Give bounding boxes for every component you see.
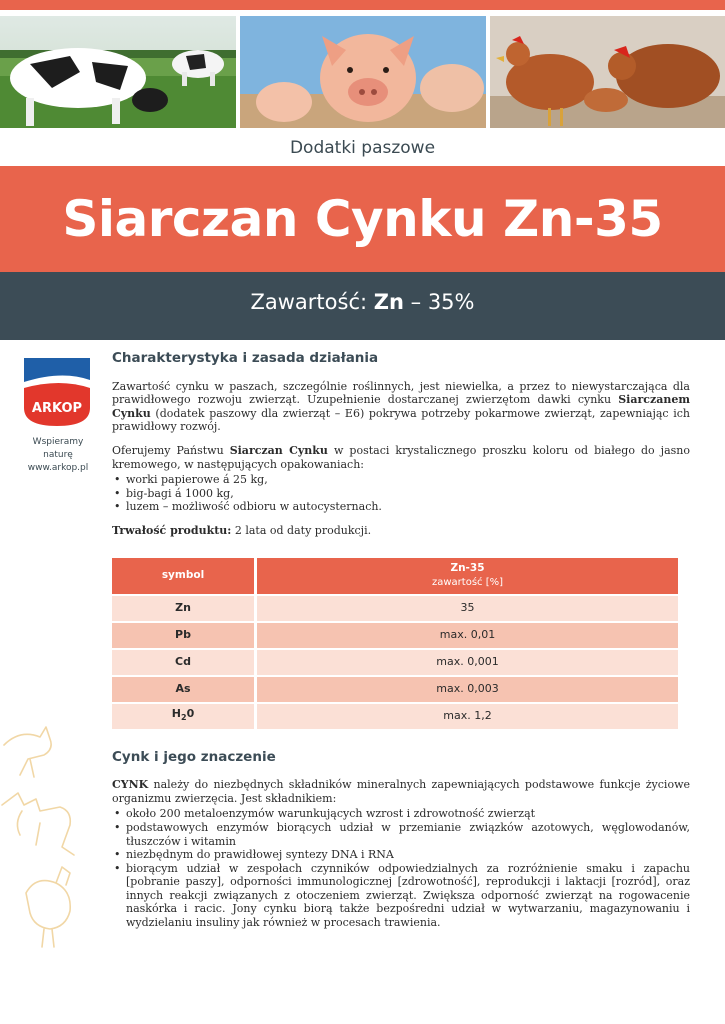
logo-url[interactable]: www.arkop.pl	[27, 463, 89, 473]
list-item: • niezbędnym do prawidłowej syntezy DNA i RNA	[112, 848, 690, 862]
list-item: • podstawowych enzymów biorących udział w przemianie związków azotowych, węglowodanów, tłuszczów i witamin	[112, 821, 690, 848]
content-value: – 35%	[410, 290, 475, 314]
content-label: Zawartość:	[250, 290, 368, 314]
section1-heading: Charakterystyka i zasada działania	[112, 350, 379, 366]
header-photos	[0, 16, 725, 128]
section2-intro: CYNK należy do niezbędnych składników mineralnych zapewniających podstawowe funkcje życiowe organizmu zwierzęcia. Jest składnikiem:	[112, 778, 690, 805]
table-header-row	[112, 558, 678, 594]
packaging-list	[112, 473, 690, 514]
content-band	[0, 272, 725, 340]
arkop-logo	[22, 356, 92, 428]
logo-brand: ARKOP	[31, 401, 83, 416]
table-row: As max. 0,003	[112, 677, 678, 702]
cows-photo	[0, 16, 236, 128]
table-header-value: Zn-35 zawartość [%]	[254, 558, 678, 594]
section1-paragraph1: Zawartość cynku w paszach, szczególnie roślinnych, jest niewielka, a przez to niewystarczająca dla prawidłowego rozwoju zwierząt. Uzupełnienie dostarczanej zwierzętom dawki cynku Siarczanem Cynku (dodatek paszowy dla zwierząt – E6) pokrywa potrzeby pokarmowe zwierząt, zapewniając ich prawidłowy rozwój.	[112, 379, 690, 434]
section1-paragraph2: Oferujemy Państwu Siarczan Cynku w postaci krystalicznego proszku koloru od białego do jasno kremowego, w następujących opakowaniach:	[112, 443, 690, 471]
farm-animals-sketch	[0, 715, 108, 965]
section2	[112, 748, 690, 930]
content-element: Zn	[373, 290, 404, 314]
composition-table	[112, 556, 678, 731]
list-item: • big-bagi á 1000 kg,	[112, 487, 690, 501]
table-row: Cd max. 0,001	[112, 650, 678, 675]
shelf-life: Trwałość produktu: 2 lata od daty produkcji.	[112, 523, 372, 537]
content-line	[0, 290, 725, 314]
hens-photo	[490, 16, 725, 128]
logo-tagline: Wspieramy naturę	[32, 437, 84, 460]
section2-heading: Cynk i jego znaczenie	[112, 748, 276, 765]
table-row: Zn 35	[112, 596, 678, 621]
category-label: Dodatki paszowe	[289, 138, 436, 158]
table-row: $H_20$ max. 1,2	[112, 704, 678, 729]
product-title: Siarczan Cynku Zn-35	[62, 190, 663, 248]
list-item: • luzem – możliwość odbioru w autocysternach.	[112, 500, 690, 514]
logo-caption	[20, 436, 96, 475]
list-item: • około 200 metaloenzymów warunkujących wzrost i zdrowotność zwierząt	[112, 807, 690, 821]
table-header-symbol: symbol	[112, 558, 254, 594]
top-accent-strip	[0, 0, 725, 10]
table-row: Pb max. 0,01	[112, 623, 678, 648]
zinc-components-list	[112, 807, 690, 929]
main-content	[112, 352, 690, 940]
pigs-photo	[240, 16, 486, 128]
title-band	[0, 166, 725, 272]
list-item: • biorącym udział w zespołach czynników odpowiedzialnych za rozróżnienie smaku i zapachu [pobranie paszy], odporności immunologicznej [zdrowotność], reprodukcji i laktacji [rozród], oraz innych reakcji związanych z otoczeniem zwierząt. Zwiększa odporność zwierząt na rogowacenie naskórka i racic. Jony cynku biorą także bezpośredni udział w wytwarzaniu, magazynowaniu i wydzielaniu insuliny jak również w procesach trawienia.	[112, 862, 690, 930]
list-item: • worki papierowe á 25 kg,	[112, 473, 690, 487]
